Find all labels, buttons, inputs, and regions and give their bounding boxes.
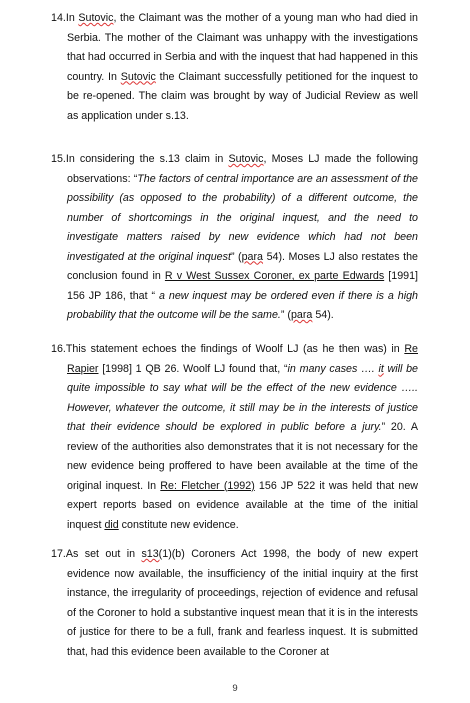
text-run: ” ( <box>280 309 291 321</box>
text-run: will be quite impossible to say what will be the effect of the new evidence ….. However, whatever the outcome, it still may be in the interests of justice that their evidence should be explored in public before a jury. <box>67 362 418 433</box>
case-reference: Re Rapier <box>67 343 418 375</box>
text-run: 14.In <box>51 12 79 24</box>
text-run: 16.This statement echoes the findings of Woolf LJ (as he then was) in <box>51 343 405 355</box>
text-run: 156 JP 522 it was held that new expert reports based on evidence available at the time of the initial inquest <box>67 479 418 531</box>
text-run: constitute new evidence. <box>118 518 239 531</box>
text-run: ” 20. A review of the authorities also demonstrates that it is not necessary for the new evidence being proffered to have been available at the time of the original inquest. In <box>67 421 418 492</box>
text-run: The factors of central importance are an assessment of the possibility (as opposed to the probability) of a different outcome, the number of shortcomings in the original inquest, and the need to investigate matters raised by new evidence which had not been investigated at the original inquest <box>67 172 418 263</box>
text-run: [1991] 156 JP 186, that “ <box>67 270 418 302</box>
case-reference: R v West Sussex Coroner, ex parte Edwards <box>164 270 385 282</box>
case-reference: Sutovic <box>120 70 156 83</box>
case-reference: Re: Fletcher (1992) <box>160 479 255 492</box>
paragraph-text <box>51 545 418 662</box>
paragraph-text <box>51 340 418 535</box>
text-run: para <box>290 309 313 321</box>
text-run: para <box>241 250 264 263</box>
case-reference: Sutovic <box>78 12 114 24</box>
text-run: 1)(b) Coroners Act 1998, the body of new expert evidence now available, the insufficiency of the initial inquiry at the first instance, the irregularity of proceedings, rejection of evidence and refusal of the Coroner to hold a substantive inquest mean that it is in the interests of justice for there to be a full, frank and fearless inquest. It is submitted that, had this evidence been available to the Coroner at <box>67 548 418 658</box>
paragraph-text <box>51 9 418 126</box>
case-reference: did <box>104 518 119 531</box>
paragraph-14 <box>51 9 418 126</box>
text-run: in many cases …. <box>287 362 379 375</box>
text-run: 17.As set out in <box>51 548 142 560</box>
paragraph-text <box>51 150 418 326</box>
text-run: , Moses LJ made the following observations: “ <box>67 153 419 185</box>
paragraph-15 <box>51 150 418 326</box>
case-reference: Sutovic <box>228 153 264 165</box>
text-run: 15.In considering the s.13 claim in <box>51 153 229 165</box>
paragraph-17 <box>51 545 418 662</box>
text-run: a new inquest may be ordered even if there is a high probability that the outcome will be the same. <box>67 289 418 321</box>
text-run: the Claimant successfully petitioned for the inquest to be re-opened. The claim was brought by way of Judicial Review as well as application under s.13. <box>67 70 419 122</box>
text-run: 54). Moses LJ also restates the conclusion found in <box>67 250 418 282</box>
text-run: , the Claimant was the mother of a young man who had died in Serbia. The mother of the Claimant was unhappy with the investigations that had occurred in Serbia and with the inquest that had happened in this country. In <box>67 12 419 83</box>
text-run: ” ( <box>230 250 242 263</box>
paragraph-16 <box>51 340 418 535</box>
text-run: it <box>378 362 384 375</box>
page-number: 9 <box>232 683 238 694</box>
text-run: 54). <box>312 309 334 321</box>
text-run: s13( <box>141 548 163 560</box>
text-run: [1998] 1 QB 26. Woolf LJ found that, “ <box>98 362 288 375</box>
